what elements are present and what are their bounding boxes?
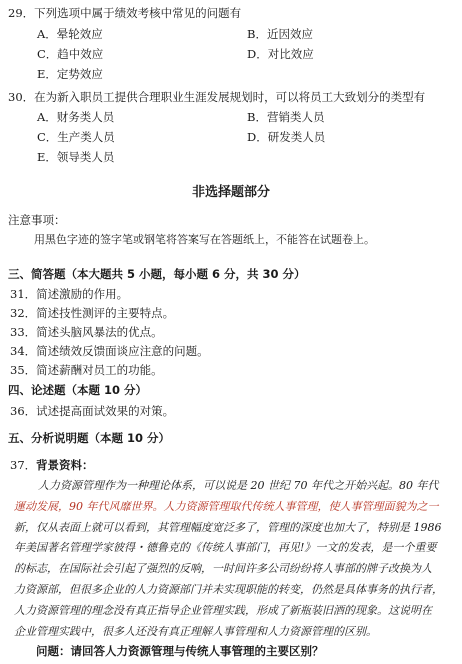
para-line-2: 運动发展，90 年代风靡世界。人力资源管理取代传统人事管理，使人事管理面貌为之一 [14, 499, 439, 513]
q36: 36．试述提高面试效果的对策。 [10, 404, 175, 418]
para-line-7: 人力资源管理的理念没有真正指导企业管理实践，形成了新瓶装旧酒的现象。这说明在 [14, 603, 432, 617]
q35: 35．简述薪酬对员工的功能。 [10, 363, 163, 377]
q34: 34．简述绩效反馈面谈应注意的问题。 [10, 344, 209, 358]
para-line-8: 企业管理实践中，很多人还没有真正理解人事管理和人力资源管理的区别。 [14, 624, 377, 638]
q30-option-c: C．生产类人员 [37, 130, 115, 144]
q29-option-d: D．对比效应 [247, 47, 314, 61]
q30-option-e: E．领导类人员 [37, 150, 115, 164]
background-paragraph [14, 476, 452, 642]
q31: 31．简述激励的作用。 [10, 287, 129, 301]
q29-option-a: A．晕轮效应 [37, 27, 103, 41]
notice-title: 注意事项： [8, 213, 66, 227]
q30-stem: 30．在为新入职员工提供合理职业生涯发展规划时，可以将员工大致划分的类型有 [8, 90, 426, 104]
background-label: 背景资料： [36, 458, 94, 472]
q29-option-c: C．趋中效应 [37, 47, 104, 61]
q32: 32．简述技性测评的主要特点。 [10, 306, 175, 320]
part-title: 非选择题部分 [191, 185, 270, 200]
para-line-1: 人力资源管理作为一种理论体系，可以说是 20 世纪 70 年代之开始兴起。80 年代 [38, 479, 439, 492]
q30-option-b: B．营销类人员 [247, 110, 325, 124]
q29-stem: 29．下列选项中属于绩效考核中常见的问题有 [8, 6, 242, 20]
q33: 33．简述头脑风暴法的优点。 [10, 325, 163, 339]
q29-option-b: B．近因效应 [247, 27, 313, 41]
para-line-6: 力资源部，但很多企业的人力资源部门并未实现职能的转变，仍然是具体事务的执行者， [14, 582, 443, 596]
q37-number: 37． [10, 458, 37, 472]
para-line-4: 年美国著名管理学家彼得・德鲁克的《传统人事部门，再见!》一文的发表，是一个重要 [14, 541, 437, 555]
section4-title: 四、论述题（本题 10 分） [8, 383, 148, 397]
para-line-5: 的标志，在国际社会引起了强烈的反响，一时间许多公司纷纷将人事部的牌子改换为人 [14, 562, 432, 576]
analysis-question: 问题：请回答人力资源管理与传统人事管理的主要区别？ [36, 644, 324, 658]
para-line-3: 新，仅从表面上就可以看到，其管理幅度宽泛多了，管理的深度也加大了，特别是 1986 [14, 520, 442, 534]
section3-title: 三、简答题（本大题共 5 小题，每小题 6 分，共 30 分） [8, 267, 306, 281]
q29-option-e: E．定势效应 [37, 67, 103, 81]
notice-text: 用黑色字迹的签字笔或钢笔将答案写在答题纸上，不能答在试题卷上。 [34, 233, 375, 246]
q30-option-d: D．研发类人员 [247, 130, 326, 144]
section5-title: 五、分析说明题（本题 10 分） [8, 431, 171, 445]
q30-option-a: A．财务类人员 [37, 110, 115, 124]
